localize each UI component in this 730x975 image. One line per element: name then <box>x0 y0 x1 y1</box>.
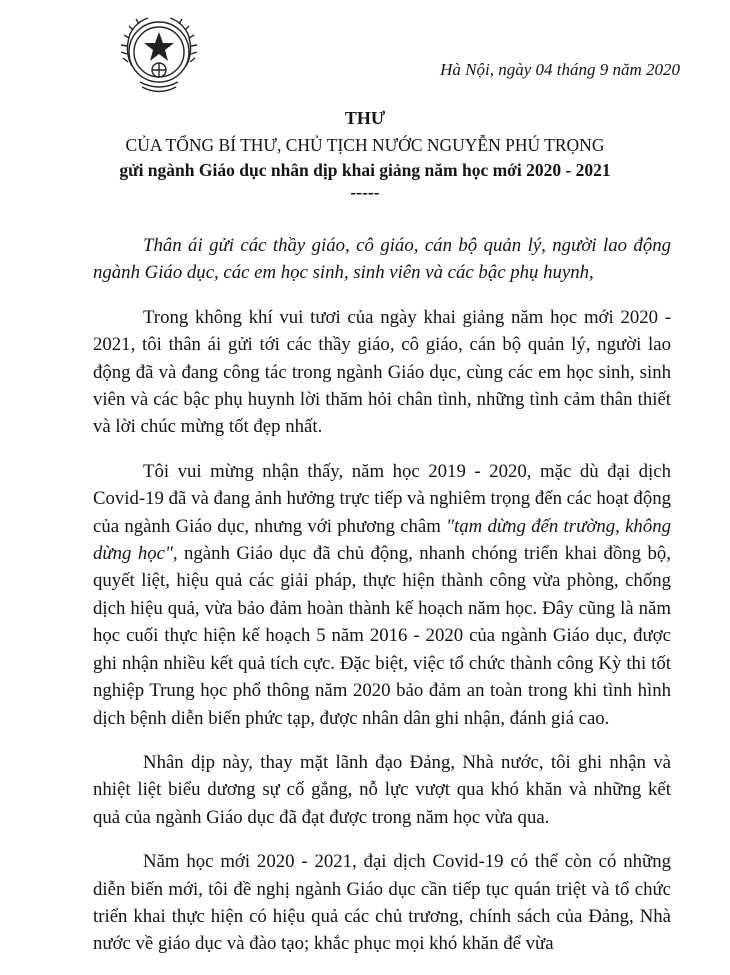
paragraph-2-end: , ngành Giáo dục đã chủ động, nhanh chóng triển khai đồng bộ, quyết liệt, hiệu quả các giải pháp, thực hiện thành công vừa phòng, chống dịch hiệu quả, vừa bảo đảm hoàn thành kế hoạch năm học. Đây cũng là năm học cuối thực hiện kế hoạch 5 năm 2016 - 2020 của ngành Giáo dục, được ghi nhận nhiều kết quả tích cực. Đặc biệt, việc tổ chức thành công Kỳ thi tốt nghiệp Trung học phổ thông năm 2020 bảo đảm an toàn trong khi tình hình dịch bệnh diễn biến phức tạp, được nhân dân ghi nhận, đánh giá cao. <box>93 543 671 729</box>
paragraph-3: Nhân dịp này, thay mặt lãnh đạo Đảng, Nhà nước, tôi ghi nhận và nhiệt liệt biểu dương sự cố gắng, nỗ lực vượt qua khó khăn và những kết quả của ngành Giáo dục đã đạt được trong năm học vừa qua. <box>93 751 671 828</box>
letter-author: CỦA TỔNG BÍ THƯ, CHỦ TỊCH NƯỚC NGUYỄN PHÚ TRỌNG <box>125 135 605 155</box>
national-emblem-icon <box>112 8 206 100</box>
dateline: Hà Nội, ngày 04 tháng 9 năm 2020 <box>440 60 680 79</box>
paragraph-1: Trong không khí vui tươi của ngày khai giảng năm học mới 2020 - 2021, tôi thân ái gửi tới các thầy giáo, cô giáo, cán bộ quản lý, người lao động đã và đang công tác trong ngành Giáo dục, cùng các em học sinh, sinh viên và các bậc phụ huynh lời thăm hỏi chân tình, những tình cảm thân thiết và lời chúc mừng tốt đẹp nhất. <box>93 306 671 438</box>
title-separator: ----- <box>350 182 380 202</box>
paragraph-4: Năm học mới 2020 - 2021, đại dịch Covid-19 có thể còn có những diễn biến mới, tôi đề nghị ngành Giáo dục cần tiếp tục quán triệt và tổ chức triển khai thực hiện có hiệu quả các chủ trương, chính sách của Đảng, Nhà nước về giáo dục và đào tạo; khắc phục mọi khó khăn để vừa <box>93 851 671 955</box>
letter-body <box>93 232 671 975</box>
paragraph-2-start: Tôi vui mừng nhận thấy, năm học 2019 - 2020, mặc dù đại dịch Covid-19 đã và đang ảnh hưởng trực tiếp và nghiêm trọng đến các hoạt động của ngành Giáo dục, nhưng với phương châm <box>93 460 671 537</box>
salutation: Thân ái gửi các thầy giáo, cô giáo, cán bộ quản lý, người lao động ngành Giáo dục, các em học sinh, sinh viên và các bậc phụ huynh, <box>93 235 671 284</box>
letter-subject: gửi ngành Giáo dục nhân dịp khai giảng năm học mới 2020 - 2021 <box>119 160 611 180</box>
letter-heading: THƯ <box>344 108 386 128</box>
paragraph-2 <box>93 458 671 732</box>
paragraph-2-quote: "tạm dừng đến trường, không dừng học" <box>93 515 671 565</box>
